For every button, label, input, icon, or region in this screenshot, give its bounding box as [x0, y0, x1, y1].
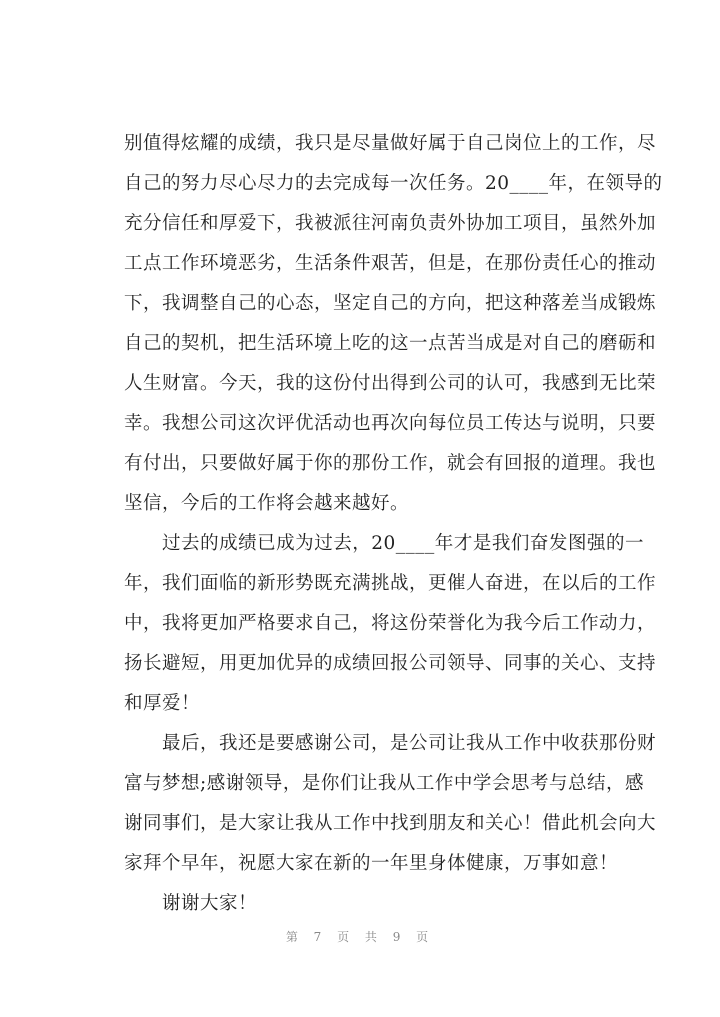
- text-line: 有付出，只要做好属于你的那份工作，就会有回报的道理。我也: [124, 453, 657, 474]
- text-line: 充分信任和厚爱下，我被派往河南负责外协加工项目，虽然外加: [124, 213, 657, 234]
- text-line: 年，我们面临的新形势既充满挑战，更催人奋进，在以后的工作: [124, 573, 657, 594]
- text-line: 别值得炫耀的成绩，我只是尽量做好属于自己岗位上的工作，尽: [124, 133, 657, 154]
- text-line: 扬长避短，用更加优异的成绩回报公司领导、同事的关心、支持: [124, 653, 657, 674]
- text-line: 谢同事们，是大家让我从工作中找到朋友和关心！借此机会向大: [124, 813, 657, 834]
- text-line: 幸。我想公司这次评优活动也再次向每位员工传达与说明，只要: [124, 413, 657, 434]
- text-line: 人生财富。今天，我的这份付出得到公司的认可，我感到无比荣: [124, 373, 657, 394]
- text-line: 过去的成绩已成为过去，20____年才是我们奋发图强的一: [124, 533, 644, 554]
- text-line: 自己的努力尽心尽力的去完成每一次任务。20____年，在领导的: [124, 173, 663, 194]
- text-line: 谢谢大家！: [124, 893, 258, 914]
- page-number: 第 7 页 共 9 页: [285, 930, 435, 944]
- text-line: 富与梦想;感谢领导，是你们让我从工作中学会思考与总结，感: [124, 773, 644, 794]
- text-line: 工点工作环境恶劣，生活条件艰苦，但是，在那份责任心的推动: [124, 253, 657, 274]
- text-line: 坚信，今后的工作将会越来越好。: [124, 493, 410, 514]
- text-line: 和厚爱！: [124, 693, 201, 714]
- text-line: 下，我调整自己的心态，坚定自己的方向，把这种落差当成锻炼: [124, 293, 657, 314]
- text-line: 中，我将更加严格要求自己，将这份荣誉化为我今后工作动力，: [124, 613, 657, 634]
- text-line: 家拜个早年，祝愿大家在新的一年里身体健康，万事如意！: [124, 853, 619, 874]
- text-line: 最后，我还是要感谢公司，是公司让我从工作中收获那份财: [124, 733, 657, 754]
- text-line: 自己的契机，把生活环境上吃的这一点苦当成是对自己的磨砺和: [124, 333, 657, 354]
